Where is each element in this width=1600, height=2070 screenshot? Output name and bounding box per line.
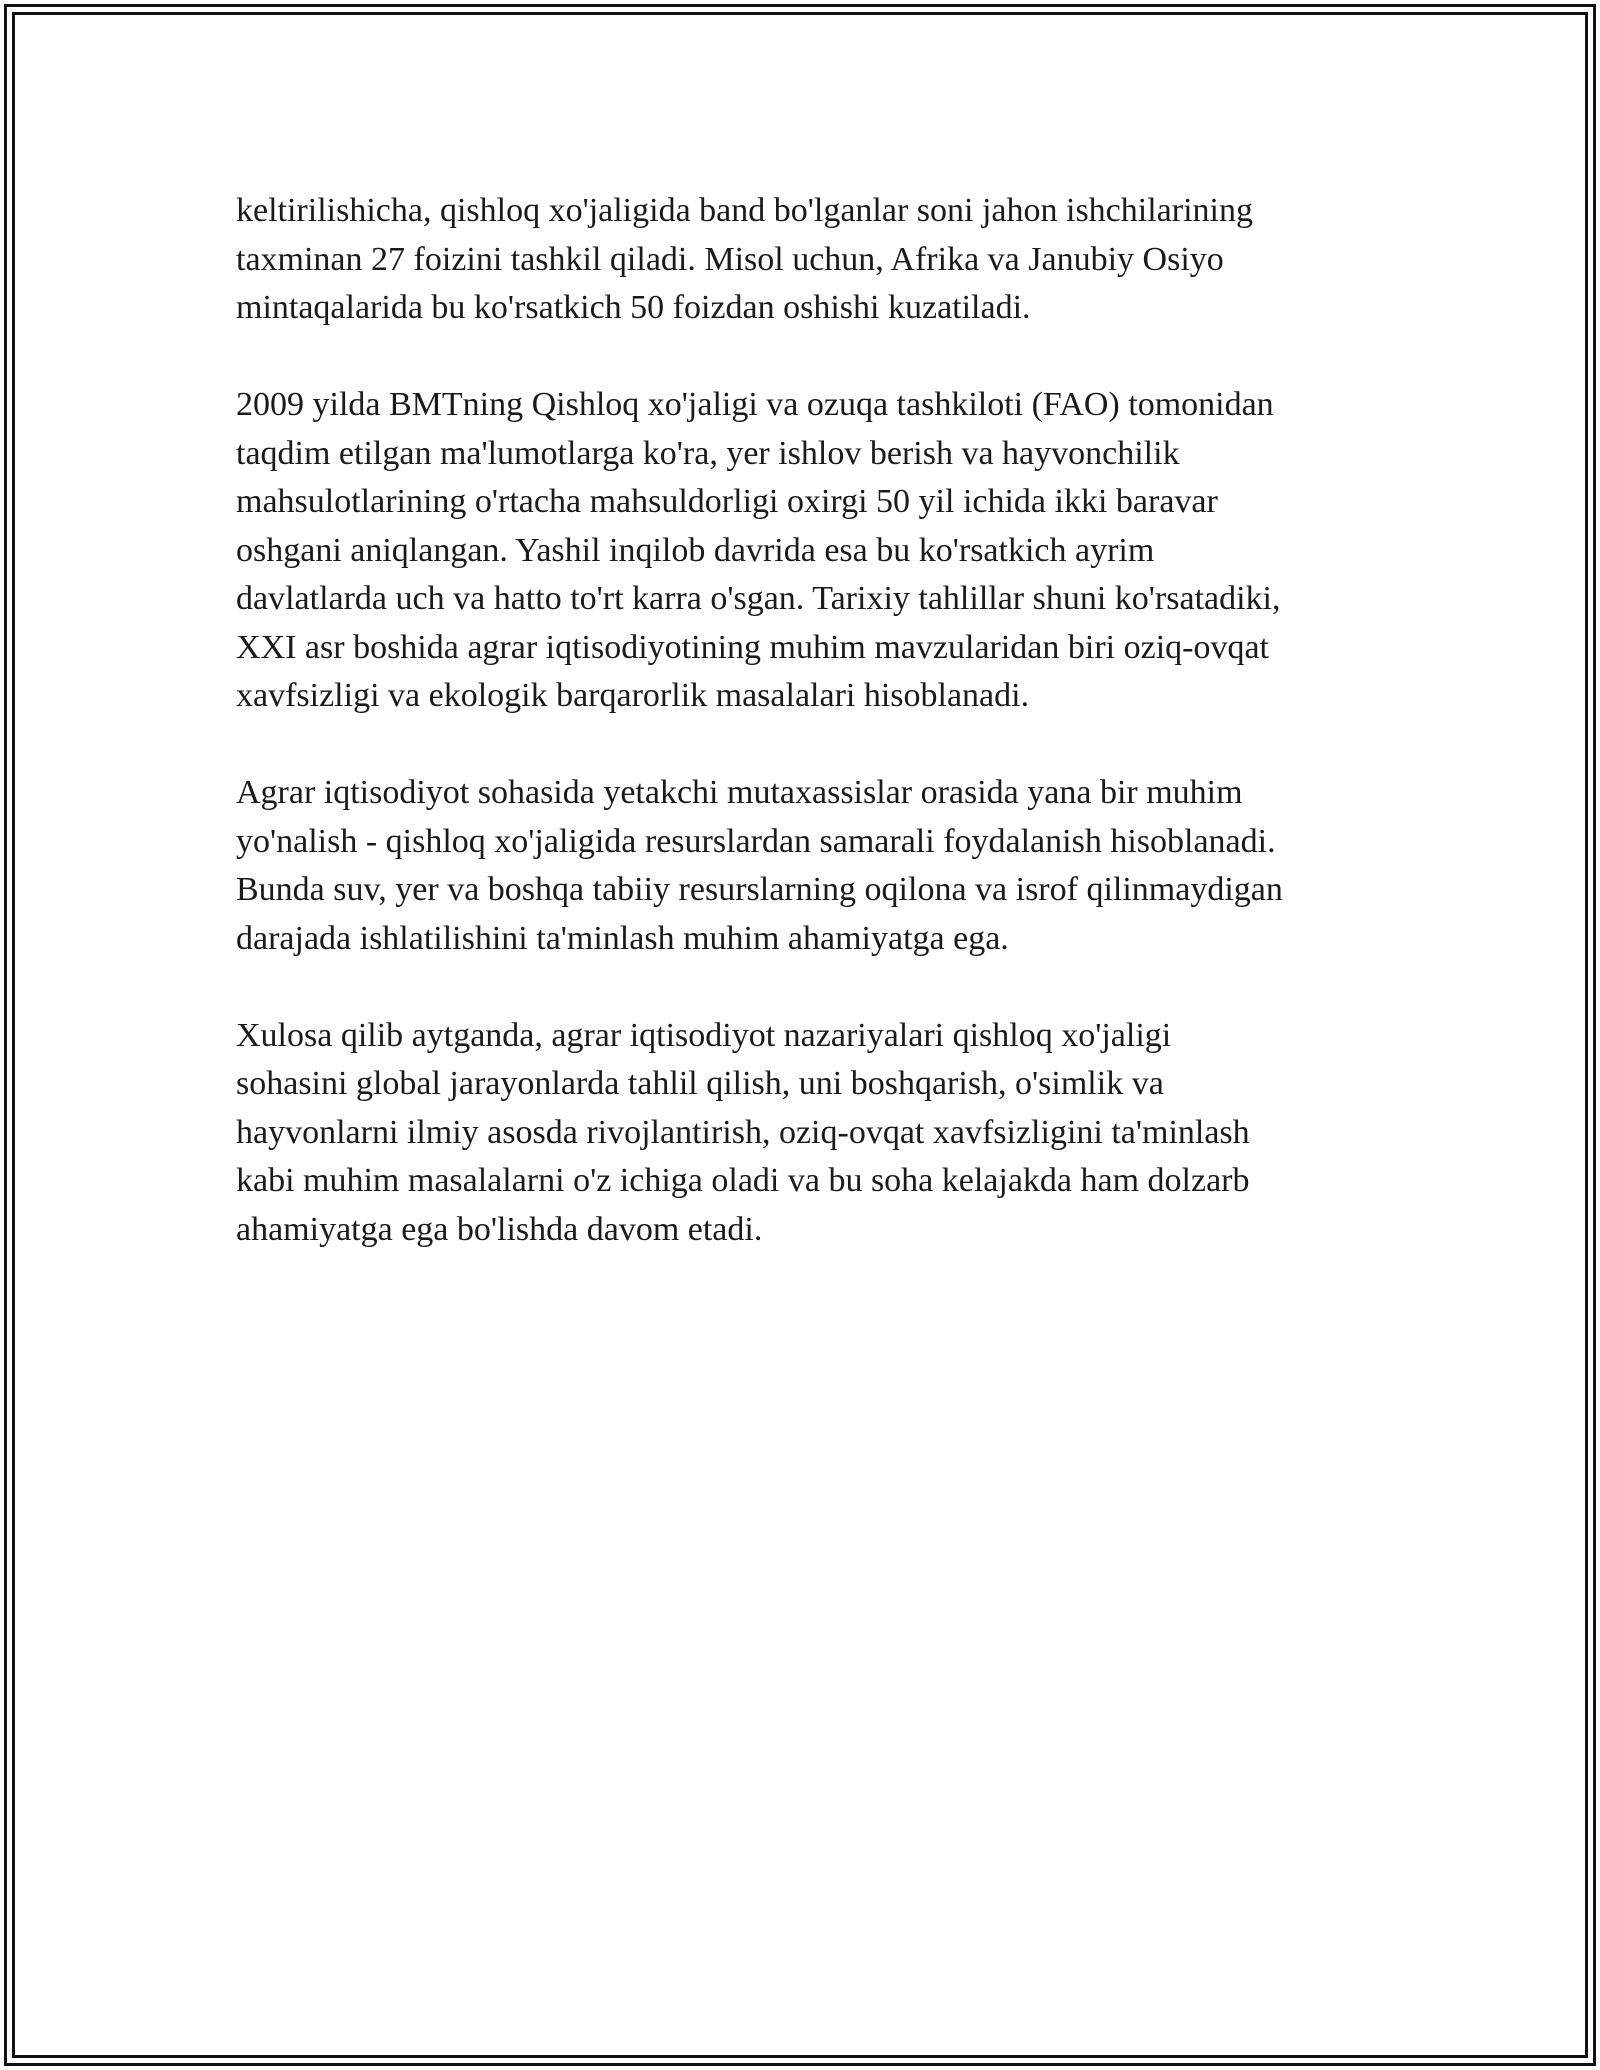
paragraph-fao-data: 2009 yilda BMTning Qishloq xo'jaligi va ozuqa tashkiloti (FAO) tomonidan taqdim etilgan ma'lumotlarga ko'ra, yer ishlov berish va hayvonchilik mahsulotlarining o'rtacha mahsuldorligi oxirgi 50 yil ichida ikki baravar oshgani aniqlangan. Yashil inqilob davrida esa bu ko'rsatkich ayrim davlatlarda uch va hatto to'rt karra o'sgan. Tarixiy tahlillar shuni ko'rsatadiki, XXI asr boshida agrar iqtisodiyotining muhim mavzularidan biri oziq-ovqat xavfsizligi va ekologik barqarorlik masalalari hisoblanadi. xyxy=(236,386,1281,714)
paragraph-resources: Agrar iqtisodiyot sohasida yetakchi mutaxassislar orasida yana bir muhim yo'nalish - qishloq xo'jaligida resurslardan samarali foydalanish hisoblanadi. Bunda suv, yer va boshqa tabiiy resurslarning oqilona va isrof qilinmaydigan darajada ishlatilishini ta'minlash muhim ahamiyatga ega. xyxy=(236,774,1283,957)
paragraph-employment: keltirilishicha, qishloq xo'jaligida band bo'lganlar soni jahon ishchilarining taxminan 27 foizini tashkil qiladi. Misol uchun, Afrika va Janubiy Osiyo mintaqalarida bu ko'rsatkich 50 foizdan oshishi kuzatiladi. xyxy=(236,192,1253,326)
paragraph-conclusion: Xulosa qilib aytganda, agrar iqtisodiyot nazariyalari qishloq xo'jaligi sohasini global jarayonlarda tahlil qilish, uni boshqarish, o'simlik va hayvonlarni ilmiy asosda rivojlantirish, oziq-ovqat xavfsizligini ta'minlash kabi muhim masalalarni o'z ichiga oladi va bu soha kelajakda ham dolzarb ahamiyatga ega bo'lishda davom etadi. xyxy=(236,1016,1250,1248)
page-content xyxy=(236,187,1386,1303)
